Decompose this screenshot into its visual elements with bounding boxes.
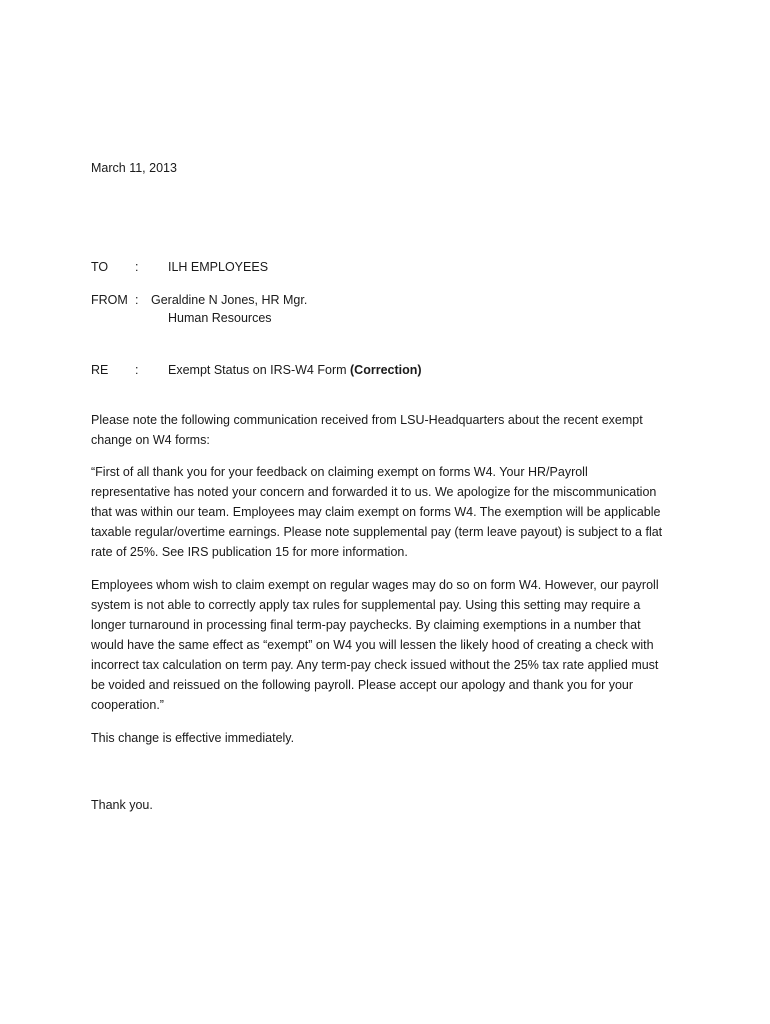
memo-date: March 11, 2013 (91, 161, 177, 175)
to-label: TO (91, 260, 109, 274)
quote-paragraph-2 (91, 575, 683, 715)
from-colon: : (135, 293, 139, 307)
paragraph-line: “First of all thank you for your feedback on claiming exempt on forms W4. Your HR/Payroll (91, 465, 588, 479)
effective-statement: This change is effective immediately. (91, 731, 295, 745)
re-subject (168, 360, 422, 380)
paragraph-line: would have the same effect as “exempt” on W4 you will lessen the likely hood of creating a check with (91, 638, 654, 652)
paragraph-line: system is not able to correctly apply tax rules for supplemental pay. Using this setting may require a (91, 598, 641, 612)
re-label: RE (91, 363, 109, 377)
re-subject-text: Exempt Status on IRS-W4 Form (168, 363, 347, 377)
paragraph-line: change on W4 forms: (91, 433, 210, 447)
to-value: ILH EMPLOYEES (168, 260, 269, 274)
paragraph-line: Employees whom wish to claim exempt on regular wages may do so on form W4. However, our payroll (91, 578, 659, 592)
closing-line: Thank you. (91, 798, 153, 812)
paragraph-line: taxable regular/overtime earnings. Please note supplemental pay (term leave payout) is subject to a flat (91, 525, 663, 539)
paragraph-line: Please note the following communication received from LSU-Headquarters about the recent exempt (91, 413, 643, 427)
to-colon: : (135, 260, 139, 274)
quote-paragraph-1 (91, 462, 683, 562)
re-colon: : (135, 363, 139, 377)
paragraph-line: cooperation.” (91, 698, 164, 712)
paragraph-line: representative has noted your concern and forwarded it to us. We apologize for the miscommunication (91, 485, 657, 499)
intro-paragraph (91, 410, 683, 450)
paragraph-line: incorrect tax calculation on term pay. Any term-pay check issued without the 25% tax rate applied must (91, 658, 659, 672)
paragraph-line: longer turnaround in processing final term-pay paychecks. By claiming exemptions in a number that (91, 618, 641, 632)
re-subject-correction: (Correction) (350, 363, 422, 377)
from-department: Human Resources (168, 311, 272, 325)
paragraph-line: that was within our team. Employees may claim exempt on forms W4. The exemption will be applicable (91, 505, 661, 519)
paragraph-line: rate of 25%. See IRS publication 15 for more information. (91, 545, 408, 559)
paragraph-line: be voided and reissued on the following payroll. Please accept our apology and thank you for your (91, 678, 634, 692)
from-name: Geraldine N Jones, HR Mgr. (151, 293, 308, 307)
from-label: FROM (91, 293, 128, 307)
